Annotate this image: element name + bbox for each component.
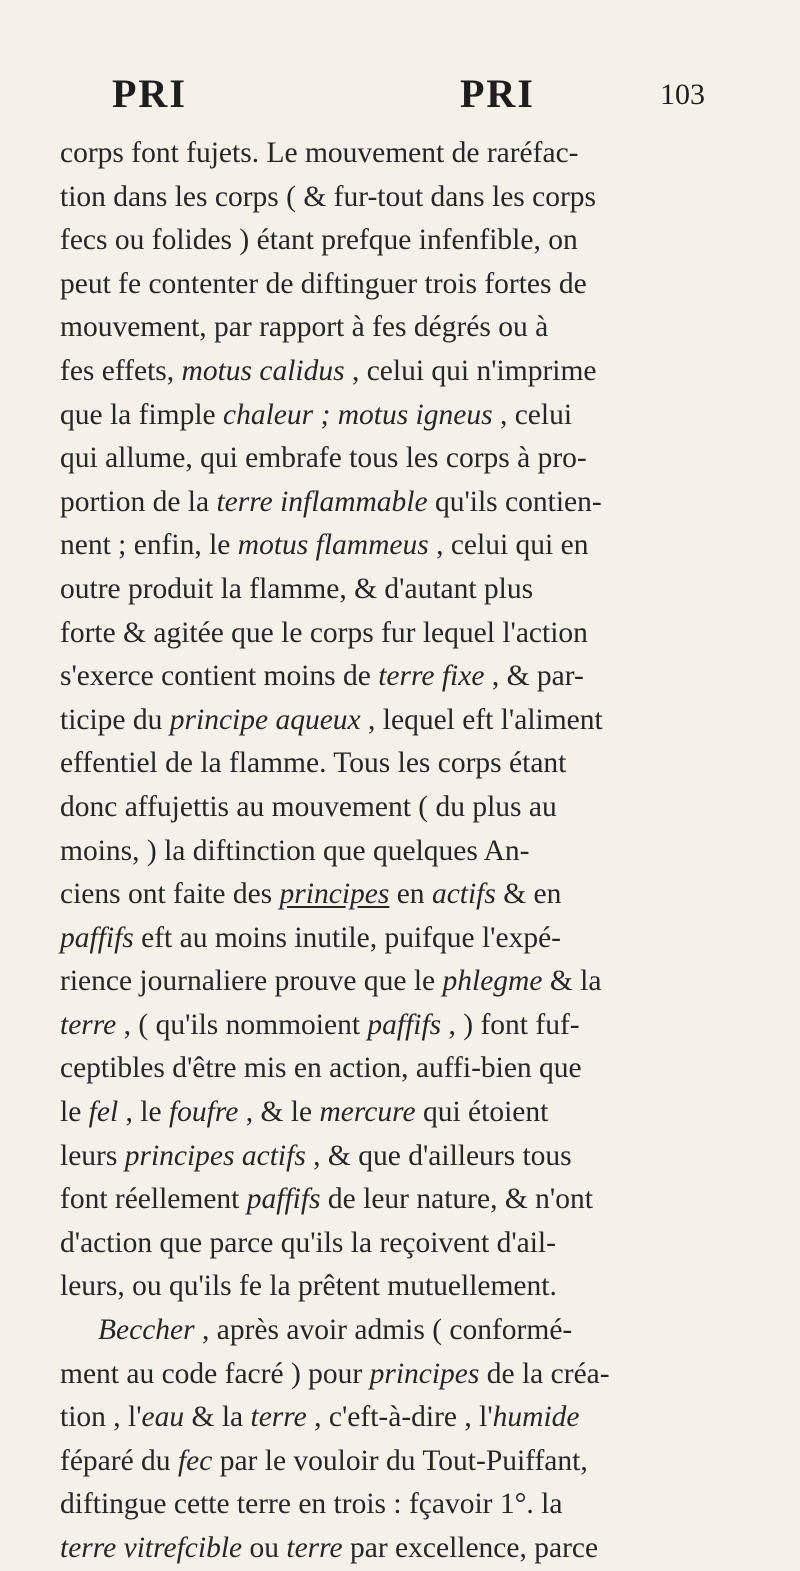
italic-term: eau	[141, 1401, 185, 1434]
text-line	[60, 1527, 770, 1571]
italic-term: actifs	[431, 878, 496, 911]
italic-term: terre vitrefcible	[60, 1532, 243, 1564]
text-line	[60, 917, 770, 961]
text-line	[60, 437, 770, 481]
italic-term: motus flammeus	[237, 529, 429, 562]
text-run: , c'eft-à-dire , l'	[306, 1401, 493, 1434]
italic-term: terre	[286, 1532, 343, 1564]
text-run: tion , l'	[60, 1401, 142, 1434]
italic-term: foufre	[168, 1096, 239, 1129]
text-run: , ( qu'ils nommoient	[116, 1008, 368, 1041]
text-run: & en	[495, 878, 562, 911]
text-run: ou	[242, 1532, 287, 1564]
text-run: tion dans les corps ( & fur-tout dans les corps	[60, 180, 597, 213]
italic-term: Beccher	[98, 1314, 195, 1347]
text-run: de la créa-	[479, 1357, 610, 1390]
text-run: , lequel eft l'aliment	[360, 703, 603, 736]
text-run: effentiel de la flamme. Tous les corps étant	[60, 747, 567, 780]
text-run: féparé du	[60, 1444, 178, 1477]
text-line	[60, 1135, 770, 1179]
text-run: , le	[118, 1096, 169, 1129]
header-right-word: PRI	[460, 71, 535, 116]
italic-term: fec	[177, 1444, 213, 1477]
text-line	[60, 1004, 770, 1048]
text-run: diftingue cette terre en trois : fçavoir 1°. la	[60, 1488, 563, 1521]
text-run: , celui	[492, 398, 573, 431]
italic-term: principes actifs	[124, 1139, 306, 1172]
text-run: ceptibles d'être mis en action, auffi-bien que	[60, 1052, 582, 1085]
text-line	[60, 1309, 770, 1353]
italic-term: mercure	[319, 1096, 416, 1129]
italic-term: phlegme	[442, 965, 543, 998]
text-line	[60, 873, 770, 917]
text-line	[60, 612, 770, 656]
body-text	[60, 132, 770, 1571]
text-run: , & le	[238, 1096, 320, 1129]
text-line	[60, 132, 770, 176]
text-run: peut fe contenter de diftinguer trois fortes de	[60, 267, 587, 300]
text-run: , celui qui n'imprime	[344, 354, 597, 387]
text-line	[60, 830, 770, 874]
text-line	[60, 1396, 770, 1440]
text-run: fes effets,	[60, 354, 182, 387]
text-line	[60, 481, 770, 525]
text-run: ticipe du	[60, 703, 170, 736]
text-line	[60, 1353, 770, 1397]
italic-term: terre	[60, 1008, 117, 1041]
italic-term: motus calidus	[181, 354, 345, 387]
text-run: outre produit la flamme, & d'autant plus	[60, 572, 534, 605]
text-line	[60, 655, 770, 699]
text-run	[330, 399, 337, 431]
text-run: ment au code facré ) pour	[60, 1357, 370, 1390]
italic-term: chaleur ;	[223, 398, 331, 431]
text-line	[60, 1440, 770, 1484]
text-line	[60, 176, 770, 220]
italic-term: fel	[88, 1096, 119, 1129]
text-run: s'exerce contient moins de	[60, 660, 379, 693]
italic-term: terre inflammable	[216, 485, 428, 518]
text-run: eft au moins inutile, puifque l'expé-	[133, 921, 561, 954]
page-number: 103	[660, 78, 705, 111]
text-run: moins, ) la diftinction que quelques An-	[60, 834, 530, 867]
text-run: portion de la	[60, 485, 217, 518]
text-line	[60, 568, 770, 612]
text-run: mouvement, par rapport à fes dégrés ou à	[60, 311, 549, 344]
header-left-word: PRI	[112, 71, 187, 116]
italic-term: principes	[279, 878, 390, 911]
running-header	[0, 70, 800, 130]
text-run: leurs, ou qu'ils fe la prêtent mutuellement.	[60, 1270, 557, 1303]
text-run: nent ; enfin, le	[60, 529, 238, 562]
text-run: par excellence, parce	[342, 1532, 599, 1564]
text-run: fecs ou folides ) étant prefque infenfible, on	[60, 224, 578, 257]
italic-term: humide	[492, 1401, 580, 1434]
text-run: d'action que parce qu'ils la reçoivent d'ail-	[60, 1226, 556, 1259]
text-run: ciens ont faite des	[60, 878, 280, 911]
text-run: , & par-	[484, 660, 584, 693]
text-line	[60, 219, 770, 263]
text-run: qu'ils contien-	[427, 485, 602, 518]
text-run: , après avoir admis ( conformé-	[194, 1314, 573, 1347]
text-run: qui allume, qui embrafe tous les corps à pro-	[60, 442, 587, 475]
text-run: , & que d'ailleurs tous	[305, 1139, 572, 1172]
text-run: rience journaliere prouve que le	[60, 965, 443, 998]
text-run: de leur nature, & n'ont	[320, 1183, 593, 1216]
text-run: qui étoient	[415, 1096, 549, 1129]
text-run: , celui qui en	[428, 529, 589, 562]
text-line	[60, 350, 770, 394]
italic-term: paffifs	[60, 921, 134, 954]
text-line	[60, 1047, 770, 1091]
text-run: que la fimple	[60, 398, 224, 431]
text-run: corps font fujets. Le mouvement de raréfac-	[60, 137, 579, 169]
italic-term: paffifs	[367, 1008, 442, 1041]
text-line	[60, 1483, 770, 1527]
text-line	[60, 699, 770, 743]
italic-term: principe aqueux	[169, 703, 361, 736]
italic-term: paffifs	[246, 1183, 321, 1216]
text-run: , ) font fuf-	[441, 1008, 580, 1041]
text-line	[60, 742, 770, 786]
text-line	[60, 1265, 770, 1309]
text-run: en	[389, 878, 432, 911]
text-line	[60, 306, 770, 350]
text-line	[60, 1178, 770, 1222]
italic-term: terre fixe	[378, 660, 485, 693]
text-run: forte & agitée que le corps fur lequel l'action	[60, 616, 588, 649]
text-run: le	[60, 1096, 89, 1129]
text-line	[60, 960, 770, 1004]
text-line	[60, 1222, 770, 1266]
text-line	[60, 786, 770, 830]
text-run: leurs	[60, 1139, 125, 1172]
italic-term: terre	[250, 1401, 307, 1434]
italic-term: motus igneus	[337, 398, 493, 431]
text-run: font réellement	[60, 1183, 247, 1216]
text-line	[60, 263, 770, 307]
text-run: & la	[184, 1401, 251, 1434]
text-run: par le vouloir du Tout-Puiffant,	[212, 1444, 588, 1477]
text-run: donc affujettis au mouvement ( du plus au	[60, 790, 557, 823]
italic-term: principes	[369, 1357, 480, 1390]
text-line	[60, 1091, 770, 1135]
text-run: & la	[542, 965, 602, 998]
text-line	[60, 524, 770, 568]
text-line	[60, 394, 770, 438]
